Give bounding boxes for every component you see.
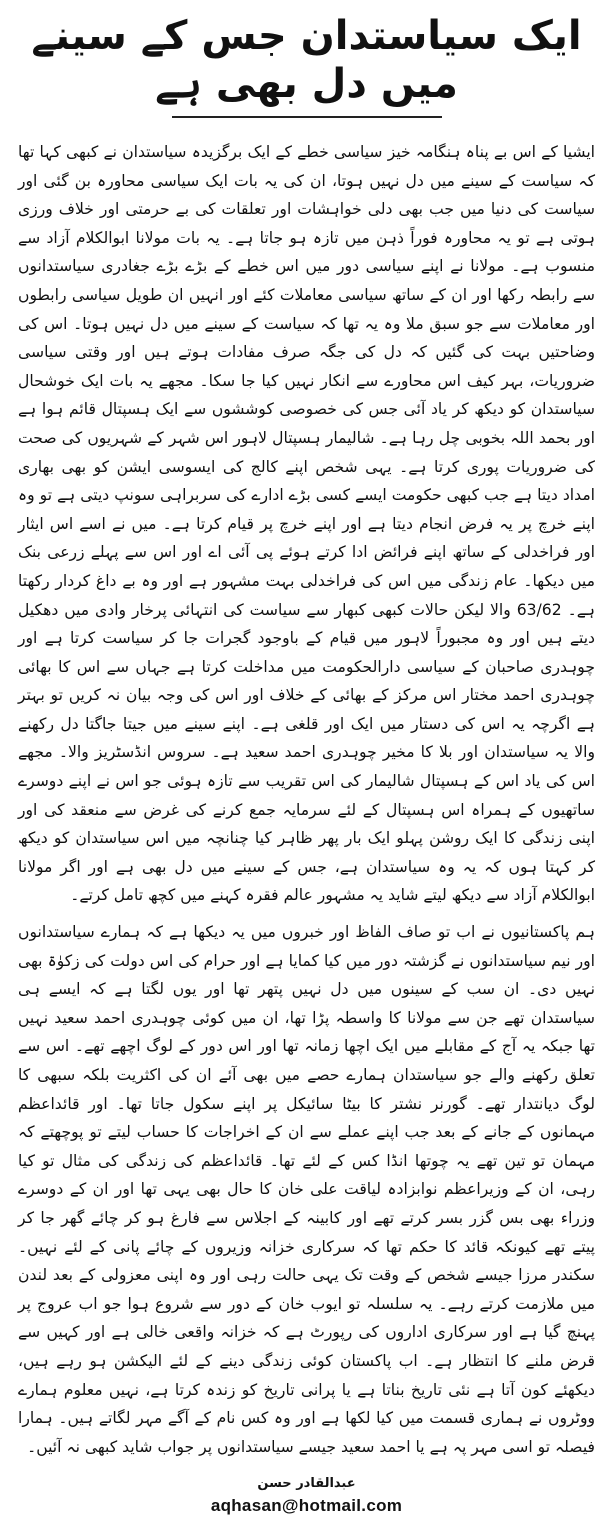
- author-name: عبدالقادر حسن: [257, 1476, 356, 1492]
- page-title: ایک سیاستدان جس کے سینے میں دل بھی ہے: [31, 13, 582, 107]
- article-body: [18, 138, 595, 1461]
- title-underline: [172, 116, 442, 118]
- paragraph-1: ایشیا کے اس بے پناہ ہنگامہ خیز سیاسی خطے کے ایک برگزیدہ سیاستدان نے کبھی کہا تھا کہ سیاست کے سینے میں دل نہیں ہوتا، ان کی یہ بات ایک سیاسی محاورہ بن گئی اور سیاست کی دنیا میں جب بھی دلی خواہشات اور تعلقات کی بے حرمتی اور خلاف ورزی ہوتی ہے تو یہ محاورہ فوراً ذہن میں تازہ ہو جاتا ہے۔ یہ بات مولانا ابوالکلام آزاد سے منسوب ہے۔ مولانا نے اپنے سیاسی دور میں اس خطے کے بڑے بڑے جغادری سیاستدانوں سے رابطہ رکھا اور ان کے ساتھ سیاسی معاملات کئے اور انہیں ان طویل سیاسی رابطوں اور معاملات سے جو سبق ملا وہ یہ تھا کہ سیاست کے سینے میں دل نہیں ہوتا۔ اس کی وضاحتیں بہت کی گئیں کہ دل کی جگہ صرف مفادات ہوتے ہیں اور وقتی سیاسی ضروریات، بہر کیف اس محاورے سے انکار نہیں کیا جا سکا۔ مجھے یہ بات ایک خوشحال سیاستدان کو دیکھ کر یاد آئی جس کی خصوصی کوششوں سے ایک ہسپتال قائم ہوا ہے اور بحمد اللہ بخوبی چل رہا ہے۔ شالیمار ہسپتال لاہور اس شہر کے شہریوں کی صحت کی ضروریات پوری کرتا ہے۔ یہی شخص اپنے کالج کی ایسوسی ایشن کو بھی بھاری امداد دیتا ہے جب کبھی حکومت ایسے کسی بڑے ادارے کی سربراہی سونپ دیتی ہے تو وہ اپنے خرچ پر یہ فرض انجام دیتا ہے اور اپنے خرچ پر قیام کرتا ہے۔ میں نے اسے اس ایثار اور فراخدلی کے ساتھ اپنے فرائض ادا کرتے ہوئے پی آئی اے اور اس سے پہلے زرعی بنک میں دیکھا۔ عام زندگی میں اس کی فراخدلی بہت مشہور ہے اور وہ بے داغ کردار رکھتا ہے۔ 63/62 والا لیکن حالات کبھی کبھار سے سیاست کی انتہائی پرخار وادی میں دھکیل دیتے ہیں اور وہ مجبوراً لاہور میں قیام کے باوجود گجرات جا کر سیاست کرتا ہے اور چوہدری صاحبان کے سیاسی دارالحکومت میں مداخلت کرتا ہے جہاں سے اس کا بھائی چوہدری احمد مختار اس مرکز کے بھائی کے خلاف اور اس کی وجہ بیان نہ کریں تو بہتر ہے اگرچہ یہ اس کی دستار میں ایک اور قلغی ہے۔ اپنے سینے میں جیتا جاگتا دل رکھنے والا یہ سیاستدان اور بلا کا مخیر چوہدری احمد سعید ہے۔ سروس انڈسٹریز والا۔ مجھے اس کی یاد اس کے ہسپتال شالیمار کی اس تقریب سے تازہ ہوئی جو اس نے اپنے دوسرے ساتھیوں کے ہمراہ اس ہسپتال کے لئے سرمایہ جمع کرنے کی غرض سے منعقد کی اور اپنی زندگی کا ایک روشن پہلو ایک بار پھر ظاہر کیا چنانچہ میں اس سیاستدان کو دیکھ کر کہتا ہوں کہ یہ وہ سیاستدان ہے، جس کے سینے میں دل بھی ہے اور اگر مولانا ابوالکلام آزاد سے دیکھ لیتے شاید یہ مشہور عالم فقرہ کہنے میں کچھ تامل کرتے۔: [18, 143, 595, 905]
- paragraph-2: ہم پاکستانیوں نے اب تو صاف الفاظ اور خبروں میں یہ دیکھا ہے کہ ہمارے سیاستدانوں اور نیم سیاستدانوں نے گزشتہ دور میں کیا کمایا ہے اور حرام کی اس دولت کی زکوٰۃ بھی نہیں دی۔ ان سب کے سینوں میں دل نہیں پتھر تھا اور یوں لگتا ہے کہ ایسے ہی سیاستدان تھے جن سے مولانا کا واسطہ پڑا تھا، ان میں کوئی چوہدری احمد سعید نہیں تھا جبکہ یہ آج کے مقابلے میں ایک اچھا زمانہ تھا اور اس دور کے لوگ اچھے تھے۔ اس سے تعلق رکھنے والے جو سیاستدان ہمارے حصے میں بھی آئے ان کی اکثریت بلکہ سبھی کا لوگ دیانتدار تھے۔ گورنر نشتر کا بیٹا سائیکل پر اپنے سکول جاتا تھا۔ اور قائداعظم مہمانوں کے جانے کے بعد جب اپنے عملے سے ان کے اخراجات کا حساب لیتے تو پوچھتے کہ مہمان تو تین تھے یہ چوتھا انڈا کس کے لئے تھا۔ قائداعظم کی زندگی کی مثال تو کیا رہی، ان کے وزیراعظم نوابزادہ لیاقت علی خان کا حال بھی یہی تھا اور ان کے دوسرے وزراء بھی بس گزر بسر کرتے تھے اور کابینہ کے اجلاس سے فارغ ہو کر چائے گھر جا کر پیتے تھے کیونکہ قائد کا حکم تھا کہ سرکاری خزانہ وزیروں کے چائے پانی کے لئے نہیں۔ سکندر مرزا جیسے شخص کے وقت تک یہی حالت رہی اور وہ اپنی معزولی کے بعد لندن میں ملازمت کرتے رہے۔ یہ سلسلہ تو ایوب خان کے دور سے شروع ہوا جو اب عروج پر پہنچ گیا ہے اور سرکاری اداروں کی رپورٹ ہے کہ خزانہ واقعی خالی ہے اور کہیں سے قرض ملنے کا انتظار ہے۔ اب پاکستان کوئی زندگی دینے کے لئے الیکشن ہو رہے ہیں، دیکھئے کون آتا ہے نئی تاریخ بناتا ہے یا پرانی تاریخ کو زندہ کرتا ہے، نہیں معلوم ہمارے ووٹروں نے ہماری قسمت میں کیا لکھا ہے اور وہ کس نام کے آگے مہر لگاتے ہیں۔ ہمارا فیصلہ تو اسی مہر پہ ہے یا احمد سعید جیسے سیاستدانوں پر جواب شاید کبھی نہ آئیں۔: [18, 923, 595, 1456]
- author-email: aqhasan@hotmail.com: [210, 1496, 403, 1516]
